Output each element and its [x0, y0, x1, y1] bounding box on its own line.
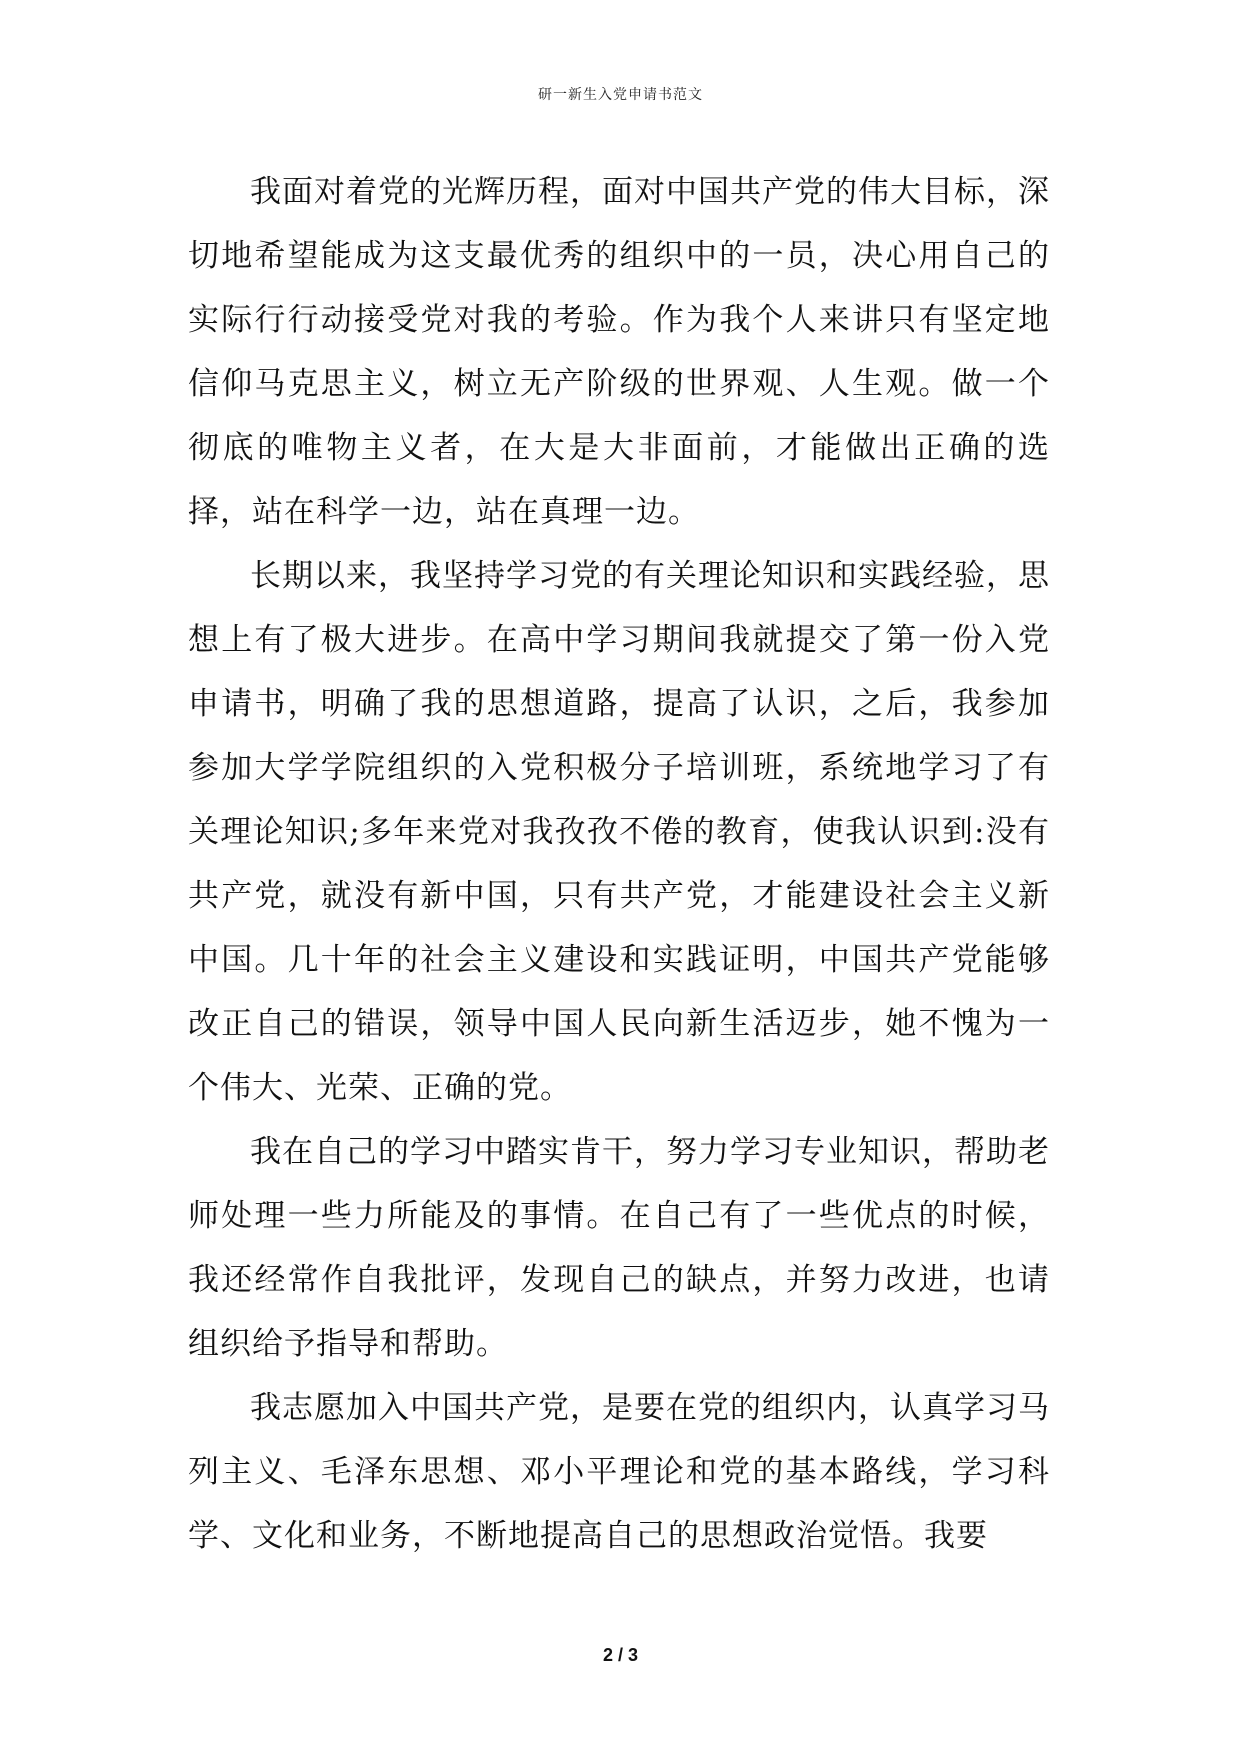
paragraph-2: 长期以来，我坚持学习党的有关理论知识和实践经验，思想上有了极大进步。在高中学习期间我就提交了第一份入党申请书，明确了我的思想道路，提高了认识，之后，我参加参加大学学院组织的入党积极分子培训班，系统地学习了有关理论知识;多年来党对我孜孜不倦的教育，使我认识到:没有共产党，就没有新中国，只有共产党，才能建设社会主义新中国。几十年的社会主义建设和实践证明，中国共产党能够改正自己的错误，领导中国人民向新生活迈步，她不愧为一个伟大、光荣、正确的党。: [188, 558, 1050, 1106]
paragraph-4: 我志愿加入中国共产党，是要在党的组织内，认真学习马列主义、毛泽东思想、邓小平理论和党的基本路线，学习科学、文化和业务，不断地提高自己的思想政治觉悟。我要: [188, 1390, 1050, 1554]
paragraph-1: 我面对着党的光辉历程，面对中国共产党的伟大目标，深切地希望能成为这支最优秀的组织中的一员，决心用自己的实际行行动接受党对我的考验。作为我个人来讲只有坚定地信仰马克思主义，树立无产阶级的世界观、人生观。做一个彻底的唯物主义者，在大是大非面前，才能做出正确的选择，站在科学一边，站在真理一边。: [188, 174, 1050, 530]
paragraph-3: 我在自己的学习中踏实肯干，努力学习专业知识，帮助老师处理一些力所能及的事情。在自己有了一些优点的时候，我还经常作自我批评，发现自己的缺点，并努力改进，也请组织给予指导和帮助。: [188, 1134, 1050, 1362]
document-body: [188, 160, 1050, 1568]
page-number: 2 / 3: [602, 1645, 639, 1665]
page-header-title: 研一新生入党申请书范文: [538, 87, 703, 103]
